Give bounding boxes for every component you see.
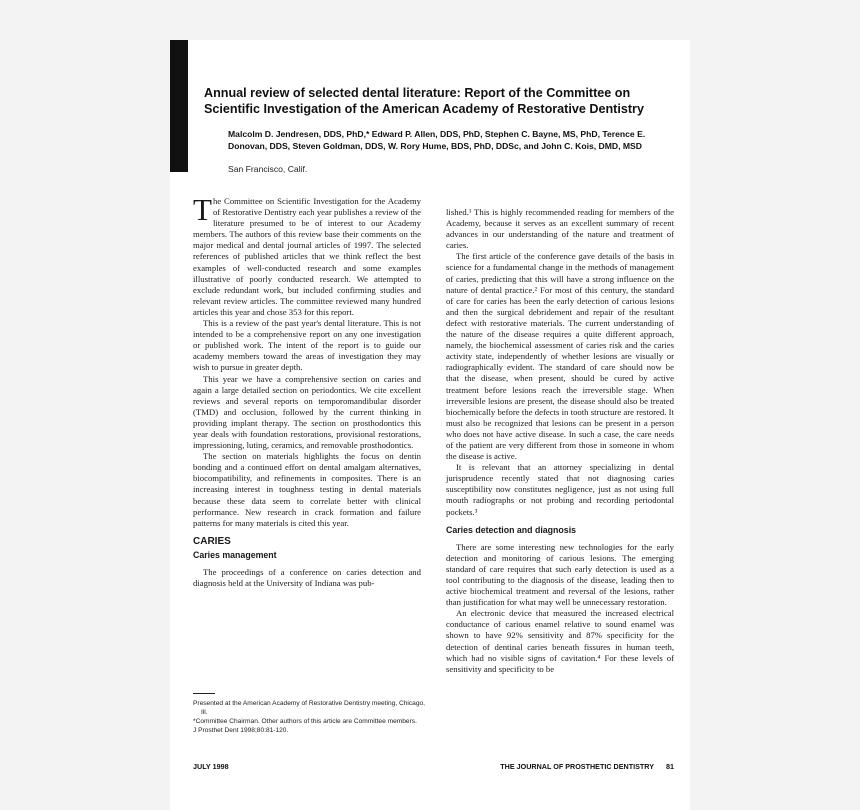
paragraph: lished.¹ This is highly recommended reading for members of the Academy, because it serves as an excellent summary of recent advances in our understanding of the nature and treatment of caries. — [446, 207, 674, 251]
footnote-rule — [193, 693, 215, 694]
paragraph: This is a review of the past year's dental literature. This is not intended to be a comprehensive report on any one investigation or published work. The intent of the report is to guide our academy members toward the areas of investigation they may wish to pursue in greater depth. — [193, 318, 421, 373]
subsection-heading: Caries detection and diagnosis — [446, 524, 577, 535]
header-black-bar — [170, 40, 188, 172]
left-column — [193, 192, 421, 589]
footnote: *Committee Chairman. Other authors of this article are Committee members. — [193, 718, 417, 725]
author-affiliation: San Francisco, Calif. — [228, 164, 308, 174]
citation: J Prosthet Dent 1998;80:81-120. — [193, 727, 289, 734]
section-heading: CARIES — [193, 535, 231, 547]
drop-cap: T — [193, 192, 212, 227]
paragraph: It is relevant that an attorney specializing in dental jurisprudence recently stated that not diagnosing caries susceptibility now constitutes negligence, just as not using full mouth radiographs or not probing and recording periodontal pockets.³ — [446, 462, 674, 517]
paragraph: The first article of the conference gave details of the basis in science for a fundamental change in the methods of management of caries, predicting that this will have a strong influence on the nature of dental practice.² For most of this century, the standard of care for caries has been the early detection of carious lesions and then the surgical debridement and repair of the resultant defect with restorative materials. The current understanding of the nature of the disease requires a quite different approach, namely, the biochemical assessment of caries risk and the caries activity state, independently of whether lesions are visually or radiographically evident. The standard of care should now be that the disease, when present, should be cured by active treatment before lesions reach the irreversible stage. When irreversible lesions are present, the disease should also be treated biochemically before the defects in tooth structure are restored. It must also be recognized that lesions can be present in a person who does not have active disease. In such a case, the care needs of the patient are very different from those in someone in whom the disease is active. — [446, 251, 674, 462]
article-authors: Malcolm D. Jendresen, DDS, PhD,* Edward P. Allen, DDS, PhD, Stephen C. Bayne, MS, PhD, Terence E. Donovan, DDS, Steven Goldman, DDS, W. Rory Hume, BDS, PhD, DDSc, and John C. Kois, DMD, MSD — [228, 129, 646, 152]
footer-journal — [496, 762, 674, 771]
page-number: 81 — [666, 762, 674, 771]
paragraph: An electronic device that measured the increased electrical conductance of carious enamel relative to sound enamel was shown to have 92% sensitivity and 87% specificity for the detection of dentinal caries beneath fissures in human teeth, which had no visible signs of cavitation.⁴ For these levels of sensitivity and specificity to be — [446, 608, 674, 674]
paragraph: The section on materials highlights the focus on dentin bonding and a continued effort on dental amalgam alternatives, biocompatibility, and refinements in composites. There is an increasing interest in toughness testing in dental materials because these data seem to correlate better with clinical performance. New research in crack formation and failure patterns for many materials is cited this year. — [193, 451, 421, 528]
subsection-heading: Caries management — [193, 549, 277, 560]
paragraph-text: he Committee on Scientific Investigation for the Academy of Restorative Dentistry each year publishes a review of the literature presumed to be of interest to our Academy members. The authors of this review base their comments on the major medical and dental journal articles of 1997. The selected references of published articles that we think reflect the best examples of well-conducted research and some examples illustrative of poorly conducted research. We attempted to exclude redundant work, but included confirming studies and relevant review articles. The committee reviewed many hundred articles this year and chose 353 for this report. — [193, 196, 421, 317]
paragraph: There are some interesting new technologies for the early detection and monitoring of carious lesions. The emerging standard of care requires that such early detection is used as a tool contributing to the diagnosis of the disease, leading then to active biochemical treatment and reversal of the lesions, rather than justification for what may well be unnecessary restoration. — [446, 541, 674, 608]
article-title: Annual review of selected dental literature: Report of the Committee on Scientific Investigation of the American Academy of Restorative Dentistry — [204, 86, 644, 116]
paragraph: The proceedings of a conference on caries detection and diagnosis held at the University of Indiana was pub- — [193, 567, 421, 589]
right-column — [446, 207, 674, 675]
paragraph — [193, 192, 421, 318]
footnotes — [193, 699, 428, 735]
footer-date: JULY 1998 — [193, 762, 229, 771]
paragraph: This year we have a comprehensive section on caries and again a large detailed section on periodontics. We cite excellent reviews and several reports on temporomandibular disorder (TMD) and occlusion, followed by the current thinking in providing implant therapy. The section on prosthodontics this year deals with foundation restorations, provisional restorations, impressioning, luting, ceramics, and removable prosthodontics. — [193, 373, 421, 451]
footnote: Presented at the American Academy of Restorative Dentistry meeting, Chicago, Ill. — [193, 700, 425, 716]
journal-name: THE JOURNAL OF PROSTHETIC DENTISTRY — [500, 762, 654, 771]
